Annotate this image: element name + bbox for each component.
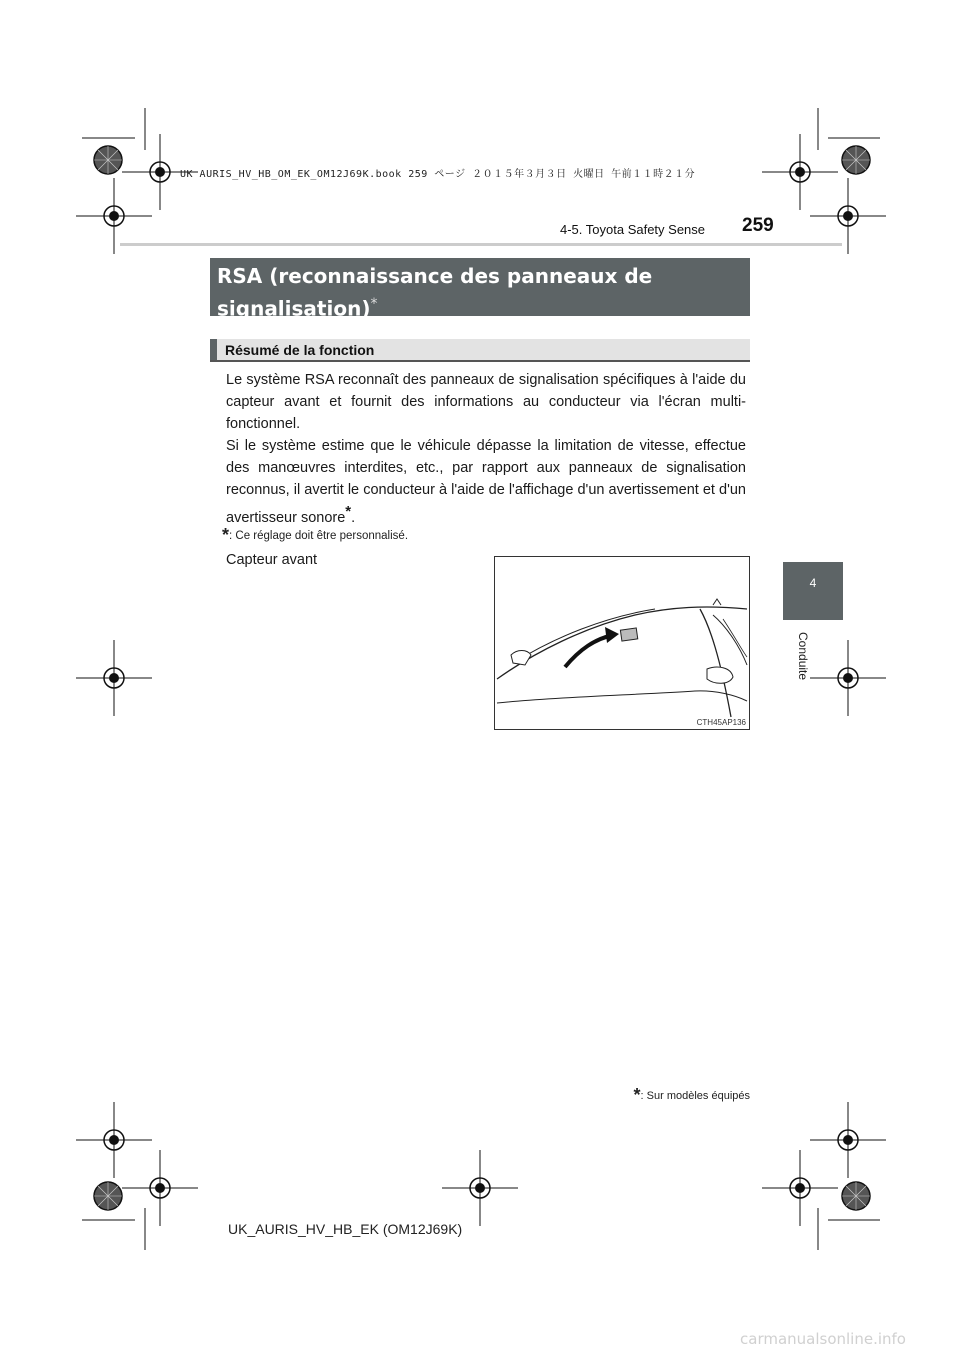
front-sensor-illustration [494,556,750,730]
page-title-text: RSA (reconnaissance des panneaux de signalisation) [217,264,653,321]
page-number: 259 [742,215,774,236]
chapter-name: Conduite [796,632,810,681]
subheading [210,339,750,362]
subheading-bar [210,339,217,360]
watermark: carmanualsonline.info [740,1330,906,1348]
footnote-text: : Ce réglage doit être personnalisé. [229,530,409,542]
equipment-note-text: : Sur modèles équipés [640,1090,750,1102]
paragraph-2 [226,435,746,529]
footer-manual-code: UK_AURIS_HV_HB_EK (OM12J69K) [228,1221,463,1237]
paragraph-2-text: Si le système estime que le véhicule dépasse la limitation de vitesse, effectue des manœuvres interdites, etc., par rapport aux panneaux de signalisation reconnus, il avertit le conducteur à l'aide de l'affichage d'un avertissement et d'un avertisseur sonore [226,438,746,526]
paragraph-2-tail: . [351,509,356,526]
paragraph-2-star: * [345,503,352,520]
section-title: 4-5. Toyota Safety Sense [560,222,706,237]
subheading-text: Résumé de la fonction [225,342,375,358]
footnote [222,525,408,546]
footnote-star: * [222,525,230,545]
equipment-note [600,1085,750,1106]
equipment-note-star: * [633,1085,641,1105]
header-rule [120,243,842,246]
chapter-tab [783,562,843,620]
page-title [210,258,750,321]
title-asterisk: * [370,296,378,312]
windshield-drawing [495,557,749,729]
book-print-line: UK AURIS_HV_HB_OM_EK_OM12J69K.book 259 ページ ２０１５年３月３日 火曜日 午前１１時２１分 [180,169,696,180]
paragraph-1: Le système RSA reconnaît des panneaux de signalisation spécifiques à l'aide du capteur avant et fournit des informations au conducteur via l'écran multi-fonctionnel. [226,372,746,432]
illustration-label: Capteur avant [226,552,318,568]
chapter-number: 4 [809,576,817,590]
illustration-code: CTH45AP136 [696,718,746,727]
